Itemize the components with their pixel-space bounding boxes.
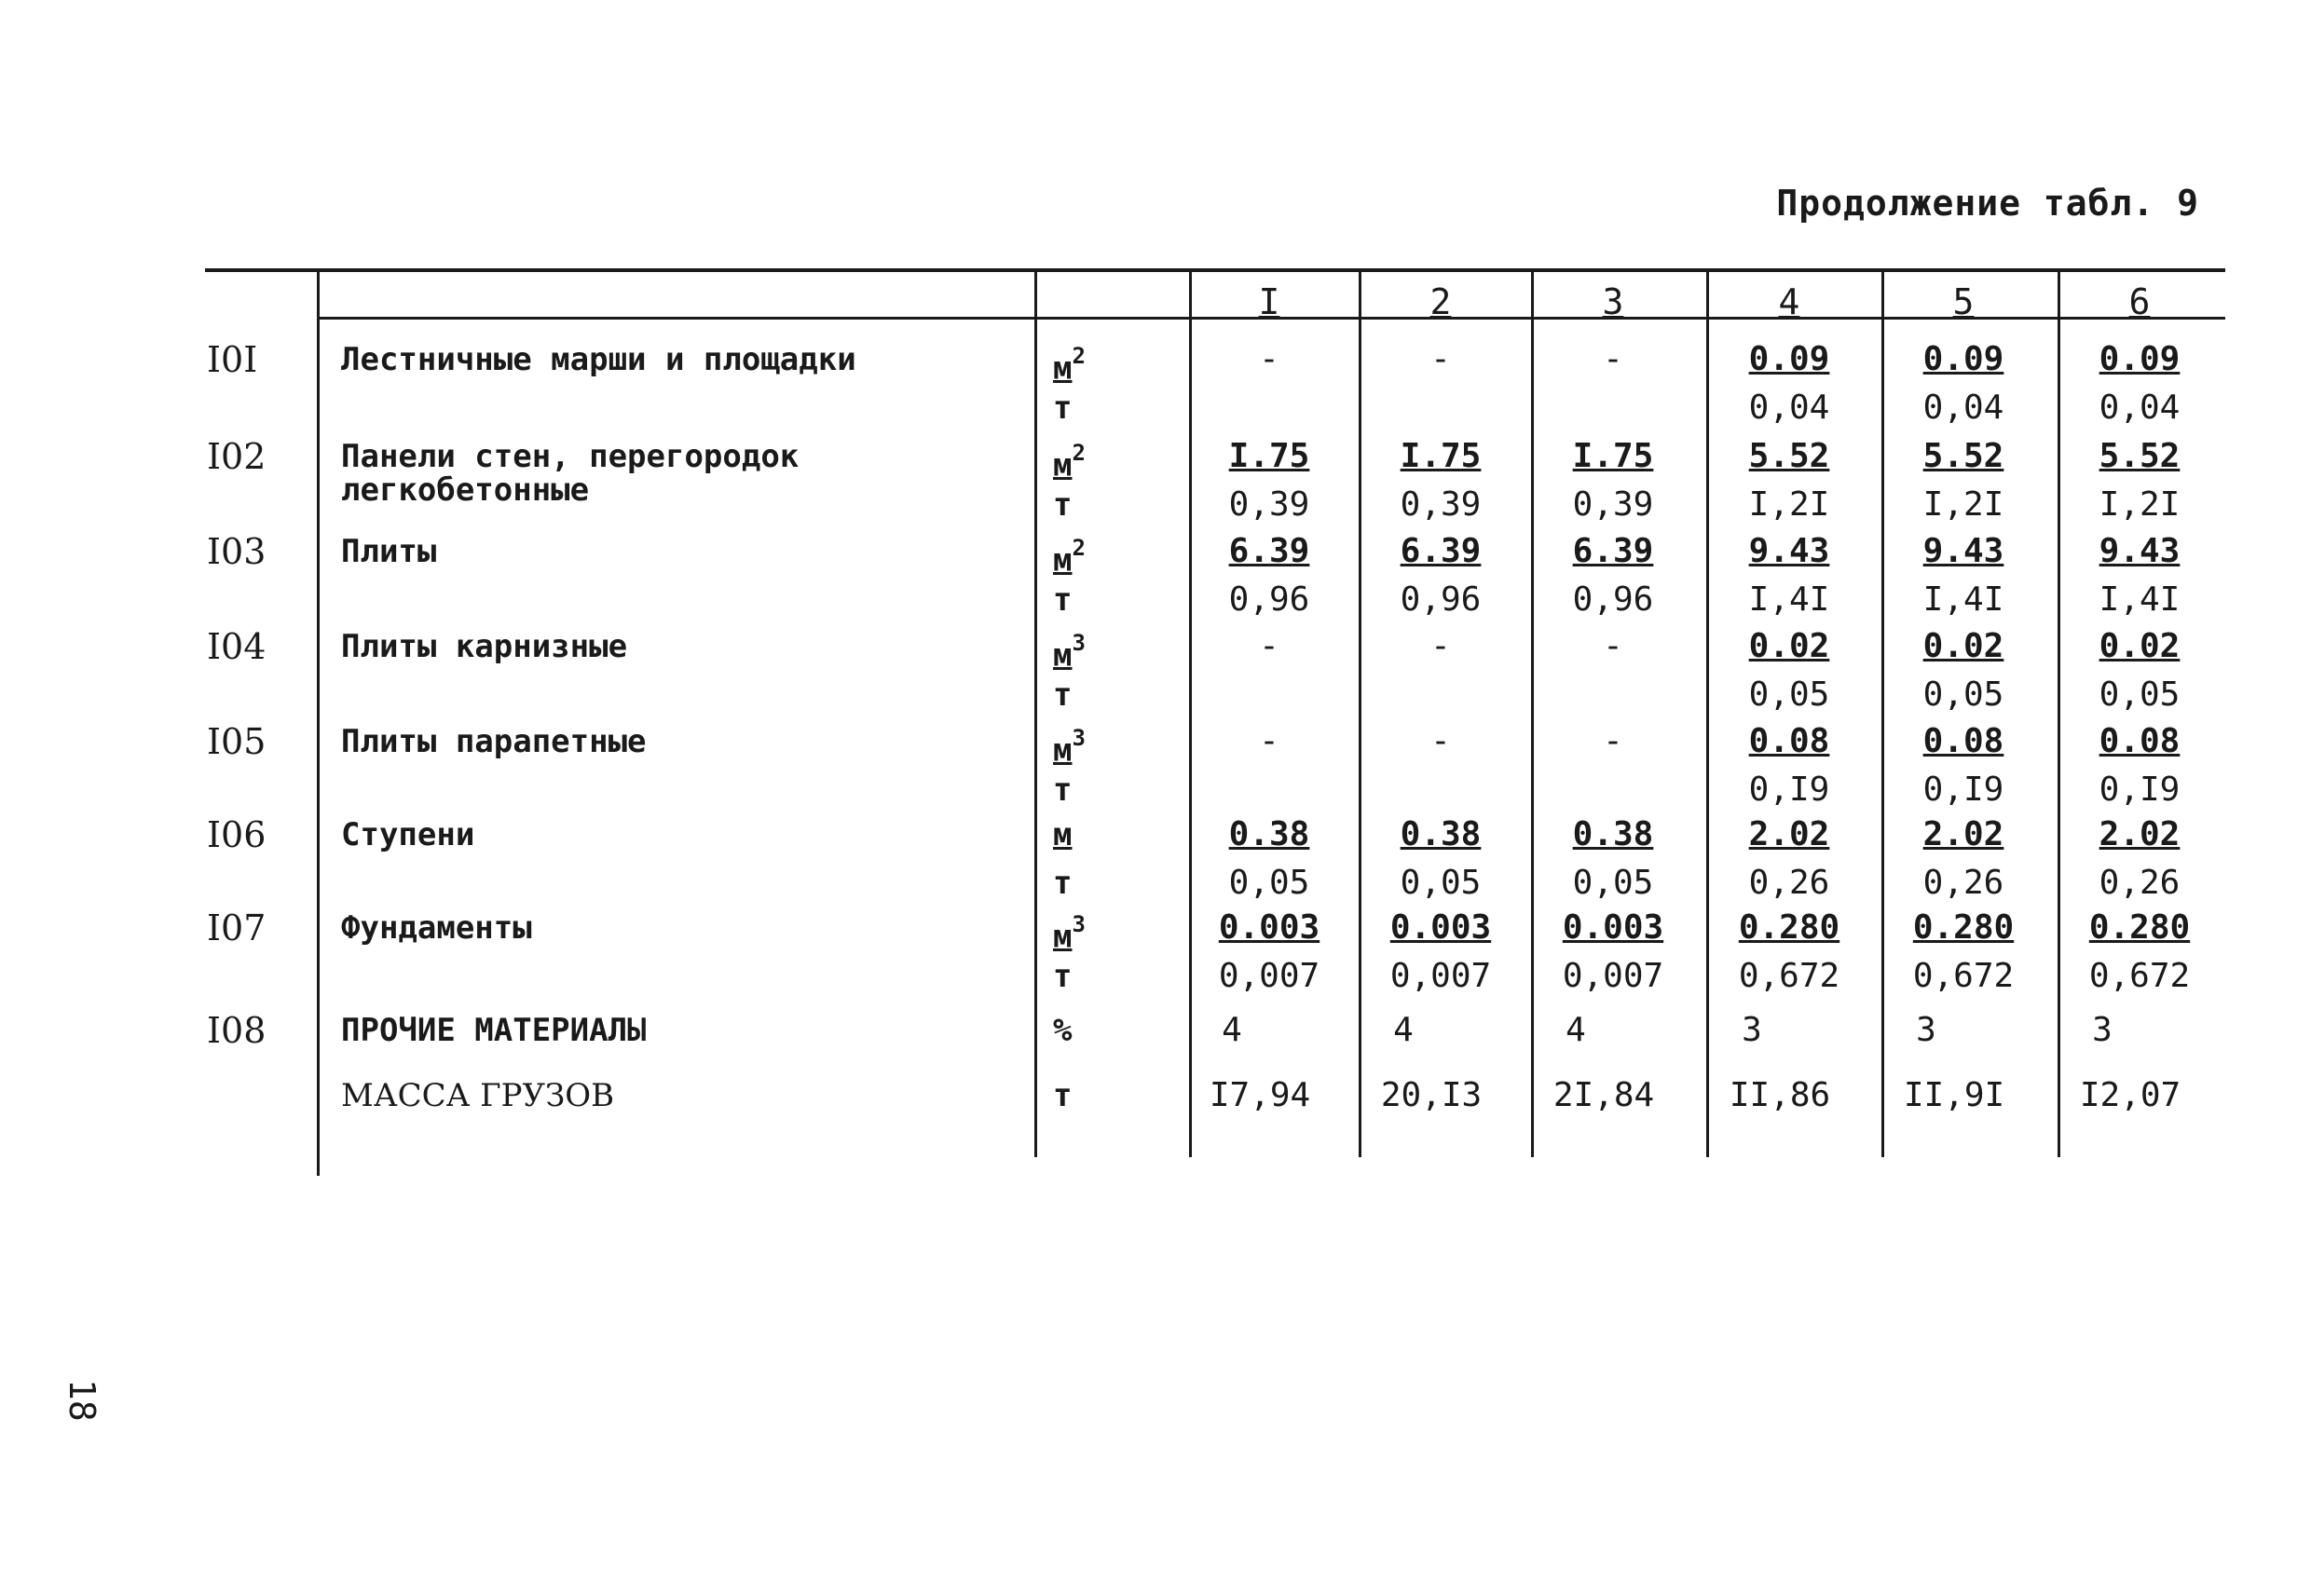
value-quantity: 5.52 (1748, 437, 1830, 475)
value-quantity: 0.09 (2099, 340, 2181, 378)
value-quantity: - (1603, 340, 1623, 378)
value-quantity: 0.38 (1572, 815, 1654, 853)
value-percent: 4 (1222, 1011, 1242, 1049)
unit-base: м (1053, 446, 1073, 484)
column-header: 3 (1602, 281, 1624, 322)
unit-primary (1053, 529, 1137, 582)
value-quantity: 0.08 (2099, 722, 2181, 760)
value-mass: 0,04 (1748, 389, 1830, 427)
value-mass: 0,05 (1572, 864, 1654, 902)
value-quantity: 9.43 (2099, 532, 2181, 570)
value-quantity: 0.02 (1748, 627, 1830, 665)
value-quantity: - (1259, 722, 1279, 760)
row-name: Плиты (341, 533, 437, 570)
unit-base: м (1053, 918, 1073, 956)
value-mass: 0,672 (2088, 957, 2191, 995)
unit-mass: т (1053, 958, 1073, 995)
table-column-divider (1034, 272, 1037, 1157)
value-mass: 0,672 (1912, 957, 2015, 995)
value-mass: 0,05 (2099, 675, 2181, 714)
unit-mass: т (1053, 676, 1073, 714)
value-mass: 0,007 (1389, 957, 1492, 995)
unit-mass: т (1053, 389, 1073, 427)
value-quantity: 9.43 (1922, 532, 2004, 570)
row-name: Панели стен, перегородок (341, 438, 800, 475)
value-quantity: 0.003 (1562, 908, 1664, 947)
value-mass: 0,39 (1400, 485, 1482, 524)
value-mass: I,4I (1922, 580, 2004, 619)
value-quantity: 2.02 (1922, 815, 2004, 853)
total-value: 20,I3 (1380, 1076, 1483, 1114)
row-number: I07 (207, 907, 267, 948)
value-mass: 0,05 (1228, 864, 1310, 902)
total-value: I2,07 (2079, 1076, 2181, 1114)
row-number: I0I (207, 339, 258, 380)
unit-exponent: 2 (1072, 440, 1086, 466)
unit-primary (1053, 719, 1137, 772)
value-quantity: 0.02 (1922, 627, 2004, 665)
table-border-left (317, 272, 320, 1176)
value-mass: 0,26 (2099, 864, 2181, 902)
unit-exponent: 2 (1072, 343, 1086, 369)
unit-primary (1053, 337, 1137, 390)
total-row-name: МАССА ГРУЗОВ (341, 1077, 615, 1114)
value-mass: 0,04 (1922, 389, 2004, 427)
value-mass: I,2I (1922, 485, 2004, 524)
row-name: Фундаменты (341, 909, 532, 947)
total-value: II,9I (1903, 1076, 2005, 1114)
value-quantity: 9.43 (1748, 532, 1830, 570)
unit-exponent: 3 (1072, 725, 1086, 751)
unit-primary (1053, 434, 1137, 487)
value-percent: 4 (1566, 1011, 1586, 1049)
value-mass: 0,05 (1748, 675, 1830, 714)
value-quantity: 0.08 (1922, 722, 2004, 760)
value-quantity: 0.09 (1922, 340, 2004, 378)
value-mass: 0,96 (1400, 580, 1482, 619)
total-value: 2I,84 (1552, 1076, 1655, 1114)
value-quantity: 0.02 (2099, 627, 2181, 665)
unit-primary (1053, 906, 1137, 959)
row-name: Плиты парапетные (341, 723, 647, 760)
row-name: Плиты карнизные (341, 628, 628, 665)
unit-primary (1053, 624, 1137, 677)
value-mass: 0,39 (1572, 485, 1654, 524)
value-quantity: 0.280 (1912, 908, 2015, 947)
value-quantity: 0.38 (1228, 815, 1310, 853)
table-caption: Продолжение табл. 9 (1776, 183, 2199, 224)
value-mass: I,2I (2099, 485, 2181, 524)
value-quantity: I.75 (1228, 437, 1310, 475)
value-percent: 4 (1393, 1011, 1414, 1049)
value-mass: 0,96 (1228, 580, 1310, 619)
unit-mass: т (1053, 486, 1073, 524)
value-percent: 3 (2092, 1011, 2113, 1049)
value-quantity: 2.02 (2099, 815, 2181, 853)
column-header: 6 (2128, 281, 2151, 322)
value-quantity: 5.52 (2099, 437, 2181, 475)
row-number: I02 (207, 436, 267, 477)
value-quantity: 2.02 (1748, 815, 1830, 853)
value-quantity: - (1259, 627, 1279, 665)
value-mass: 0,007 (1562, 957, 1664, 995)
unit-base: м (1053, 731, 1073, 770)
value-quantity: - (1430, 340, 1451, 378)
value-quantity: 0.003 (1218, 908, 1320, 947)
unit-exponent: 3 (1072, 911, 1086, 937)
value-quantity: 6.39 (1400, 532, 1482, 570)
total-value: II,86 (1729, 1076, 1831, 1114)
value-quantity: 0.38 (1400, 815, 1482, 853)
value-mass: I,4I (1748, 580, 1830, 619)
unit-base: м (1053, 349, 1073, 388)
page-number: 18 (62, 1379, 103, 1422)
column-header: 2 (1429, 281, 1452, 322)
value-percent: 3 (1742, 1011, 1762, 1049)
value-quantity: 0.09 (1748, 340, 1830, 378)
value-mass: 0,672 (1738, 957, 1840, 995)
unit-exponent: 3 (1072, 630, 1086, 656)
unit-base: м (1053, 541, 1073, 580)
value-mass: 0,I9 (1748, 771, 1830, 809)
value-quantity: 0.280 (2088, 908, 2191, 947)
value-quantity: I.75 (1572, 437, 1654, 475)
value-quantity: - (1259, 340, 1279, 378)
column-header: 5 (1952, 281, 1975, 322)
row-name: Ступени (341, 816, 475, 853)
unit-base: м (1053, 816, 1073, 853)
row-name: ПРОЧИЕ МАТЕРИАЛЫ (341, 1012, 647, 1049)
value-mass: 0,007 (1218, 957, 1320, 995)
value-mass: 0,I9 (2099, 771, 2181, 809)
value-percent: 3 (1916, 1011, 1936, 1049)
value-quantity: 5.52 (1922, 437, 2004, 475)
unit-primary (1053, 812, 1137, 857)
unit-mass: т (1053, 581, 1073, 619)
unit-mass: т (1053, 865, 1073, 902)
unit-mass: т (1053, 1077, 1073, 1114)
value-mass: 0,I9 (1922, 771, 2004, 809)
unit-exponent: 2 (1072, 535, 1086, 561)
total-value: I7,94 (1209, 1076, 1311, 1114)
unit-base: м (1053, 636, 1073, 675)
row-number: I04 (207, 626, 267, 667)
value-quantity: 6.39 (1228, 532, 1310, 570)
row-number: I06 (207, 814, 267, 855)
value-mass: 0,26 (1748, 864, 1830, 902)
value-quantity: 0.280 (1738, 908, 1840, 947)
row-name: Лестничные марши и площадки (341, 341, 856, 378)
column-header: 4 (1778, 281, 1800, 322)
value-quantity: 6.39 (1572, 532, 1654, 570)
row-number: I03 (207, 531, 267, 572)
unit-percent: % (1053, 1012, 1073, 1049)
value-quantity: - (1603, 627, 1623, 665)
value-mass: 0,05 (1922, 675, 2004, 714)
value-quantity: - (1603, 722, 1623, 760)
value-mass: I,2I (1748, 485, 1830, 524)
value-mass: 0,04 (2099, 389, 2181, 427)
column-header: I (1258, 281, 1280, 322)
table-top-rule (205, 268, 2225, 272)
value-quantity: - (1430, 627, 1451, 665)
value-quantity: - (1430, 722, 1451, 760)
value-mass: 0,39 (1228, 485, 1310, 524)
unit-mass: т (1053, 771, 1073, 809)
value-mass: 0,96 (1572, 580, 1654, 619)
value-mass: I,4I (2099, 580, 2181, 619)
row-number: I08 (207, 1010, 267, 1051)
value-mass: 0,26 (1922, 864, 2004, 902)
value-quantity: 0.08 (1748, 722, 1830, 760)
row-name: легкобетонные (341, 471, 590, 509)
row-number: I05 (207, 721, 267, 762)
value-quantity: 0.003 (1389, 908, 1492, 947)
value-mass: 0,05 (1400, 864, 1482, 902)
value-quantity: I.75 (1400, 437, 1482, 475)
